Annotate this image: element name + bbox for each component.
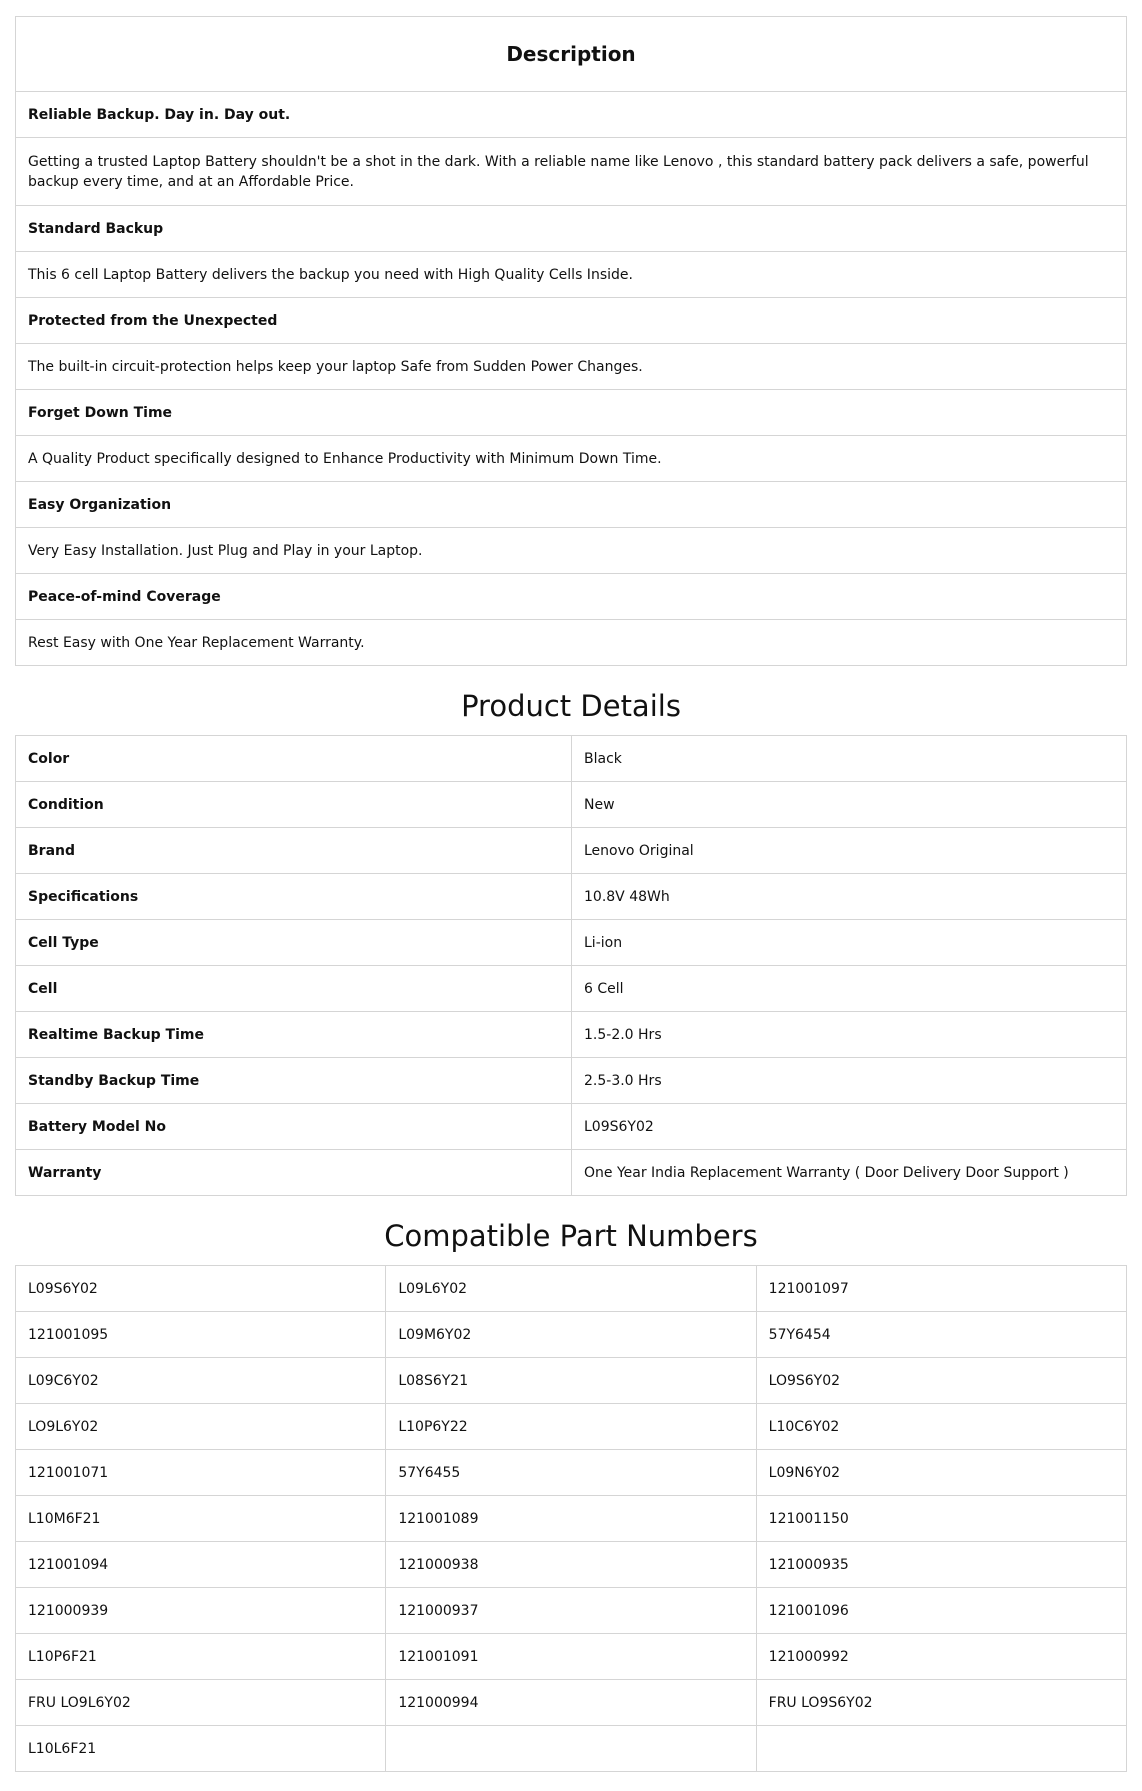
table-row bbox=[16, 1634, 1127, 1680]
part-number-cell: 121000937 bbox=[386, 1588, 756, 1634]
part-number-cell: 121001091 bbox=[386, 1634, 756, 1680]
detail-label: Condition bbox=[16, 782, 572, 828]
detail-value: 6 Cell bbox=[572, 966, 1127, 1012]
detail-label: Battery Model No bbox=[16, 1104, 572, 1150]
table-row bbox=[16, 1726, 1127, 1772]
part-number-cell: L10P6F21 bbox=[16, 1634, 386, 1680]
part-number-cell: L09N6Y02 bbox=[756, 1450, 1126, 1496]
table-row bbox=[16, 1012, 1127, 1058]
part-number-cell: 121001095 bbox=[16, 1312, 386, 1358]
description-row: Protected from the Unexpected bbox=[16, 298, 1127, 344]
part-number-cell: L09S6Y02 bbox=[16, 1266, 386, 1312]
table-row bbox=[16, 1266, 1127, 1312]
table-row bbox=[16, 1150, 1127, 1196]
description-table bbox=[15, 16, 1127, 666]
detail-value: Black bbox=[572, 736, 1127, 782]
table-row bbox=[16, 1450, 1127, 1496]
description-row: Standard Backup bbox=[16, 206, 1127, 252]
part-number-cell: 121000935 bbox=[756, 1542, 1126, 1588]
table-row bbox=[16, 966, 1127, 1012]
part-number-cell: 121000992 bbox=[756, 1634, 1126, 1680]
detail-value: Lenovo Original bbox=[572, 828, 1127, 874]
part-number-cell: 121000938 bbox=[386, 1542, 756, 1588]
detail-label: Specifications bbox=[16, 874, 572, 920]
part-number-cell: LO9S6Y02 bbox=[756, 1358, 1126, 1404]
description-row: Rest Easy with One Year Replacement Warranty. bbox=[16, 620, 1127, 666]
detail-value: 2.5-3.0 Hrs bbox=[572, 1058, 1127, 1104]
detail-label: Cell bbox=[16, 966, 572, 1012]
detail-label: Cell Type bbox=[16, 920, 572, 966]
table-row bbox=[16, 736, 1127, 782]
description-row: Reliable Backup. Day in. Day out. bbox=[16, 92, 1127, 138]
part-number-cell: 121001089 bbox=[386, 1496, 756, 1542]
product-details-title: Product Details bbox=[461, 689, 681, 723]
description-row: The built-in circuit-protection helps keep your laptop Safe from Sudden Power Changes. bbox=[16, 344, 1127, 390]
table-row bbox=[16, 1104, 1127, 1150]
description-row: Very Easy Installation. Just Plug and Play in your Laptop. bbox=[16, 528, 1127, 574]
detail-value: L09S6Y02 bbox=[572, 1104, 1127, 1150]
compatible-parts-title: Compatible Part Numbers bbox=[384, 1219, 758, 1253]
detail-label: Brand bbox=[16, 828, 572, 874]
table-row bbox=[16, 1588, 1127, 1634]
part-number-cell: L10P6Y22 bbox=[386, 1404, 756, 1450]
product-details-table bbox=[15, 735, 1127, 1196]
table-row bbox=[16, 1358, 1127, 1404]
description-row: Getting a trusted Laptop Battery shouldn't be a shot in the dark. With a reliable name like Lenovo , this standard battery pack delivers a safe, powerful backup every time, and at an Affordable Price. bbox=[16, 138, 1127, 206]
part-number-cell: 121001150 bbox=[756, 1496, 1126, 1542]
table-row bbox=[16, 1542, 1127, 1588]
part-number-cell: 121001071 bbox=[16, 1450, 386, 1496]
detail-value: 1.5-2.0 Hrs bbox=[572, 1012, 1127, 1058]
part-number-cell: 57Y6455 bbox=[386, 1450, 756, 1496]
part-number-cell: 121000939 bbox=[16, 1588, 386, 1634]
description-title: Description bbox=[16, 17, 1127, 92]
part-number-cell: 121001094 bbox=[16, 1542, 386, 1588]
part-number-cell: 121001097 bbox=[756, 1266, 1126, 1312]
part-number-cell: L08S6Y21 bbox=[386, 1358, 756, 1404]
part-number-cell bbox=[756, 1726, 1126, 1772]
detail-value: One Year India Replacement Warranty ( Door Delivery Door Support ) bbox=[572, 1150, 1127, 1196]
detail-label: Standby Backup Time bbox=[16, 1058, 572, 1104]
table-row bbox=[16, 782, 1127, 828]
detail-label: Warranty bbox=[16, 1150, 572, 1196]
table-row bbox=[16, 874, 1127, 920]
part-number-cell: FRU LO9L6Y02 bbox=[16, 1680, 386, 1726]
detail-value: 10.8V 48Wh bbox=[572, 874, 1127, 920]
description-row: A Quality Product specifically designed to Enhance Productivity with Minimum Down Time. bbox=[16, 436, 1127, 482]
part-number-cell: FRU LO9S6Y02 bbox=[756, 1680, 1126, 1726]
table-row bbox=[16, 1680, 1127, 1726]
part-number-cell: L10M6F21 bbox=[16, 1496, 386, 1542]
description-row: Forget Down Time bbox=[16, 390, 1127, 436]
part-number-cell: L10C6Y02 bbox=[756, 1404, 1126, 1450]
detail-value: New bbox=[572, 782, 1127, 828]
description-row: Easy Organization bbox=[16, 482, 1127, 528]
part-number-cell: L09C6Y02 bbox=[16, 1358, 386, 1404]
table-row bbox=[16, 920, 1127, 966]
compatible-parts-table bbox=[15, 1265, 1127, 1772]
table-row bbox=[16, 1496, 1127, 1542]
table-row bbox=[16, 1058, 1127, 1104]
part-number-cell: L09L6Y02 bbox=[386, 1266, 756, 1312]
detail-label: Color bbox=[16, 736, 572, 782]
part-number-cell: LO9L6Y02 bbox=[16, 1404, 386, 1450]
table-row bbox=[16, 828, 1127, 874]
part-number-cell bbox=[386, 1726, 756, 1772]
table-row bbox=[16, 1404, 1127, 1450]
part-number-cell: L10L6F21 bbox=[16, 1726, 386, 1772]
part-number-cell: L09M6Y02 bbox=[386, 1312, 756, 1358]
part-number-cell: 121001096 bbox=[756, 1588, 1126, 1634]
table-row bbox=[16, 1312, 1127, 1358]
detail-value: Li-ion bbox=[572, 920, 1127, 966]
part-number-cell: 121000994 bbox=[386, 1680, 756, 1726]
detail-label: Realtime Backup Time bbox=[16, 1012, 572, 1058]
description-row: This 6 cell Laptop Battery delivers the backup you need with High Quality Cells Inside. bbox=[16, 252, 1127, 298]
description-row: Peace-of-mind Coverage bbox=[16, 574, 1127, 620]
part-number-cell: 57Y6454 bbox=[756, 1312, 1126, 1358]
